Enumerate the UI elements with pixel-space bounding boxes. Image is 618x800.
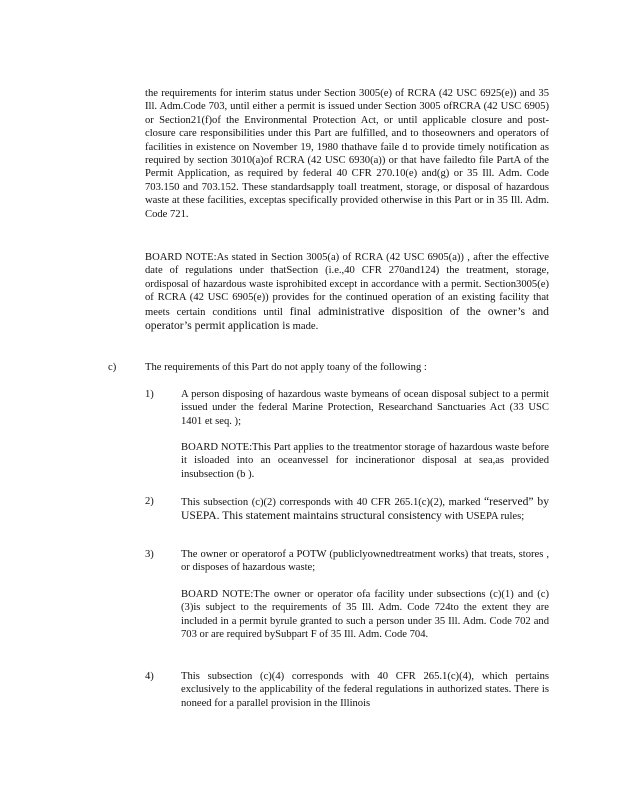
- item-2-line-c: with USEPA rules;: [444, 511, 525, 523]
- item-4-number: 4): [145, 671, 154, 682]
- item-1-number: 1): [145, 389, 154, 400]
- board-note-section-3005: [145, 251, 549, 333]
- subsection-c-label: c): [108, 362, 117, 373]
- item-2-line-b: “reserved” by USEPA. This statement maintains structural consistency: [181, 495, 549, 523]
- item-3-note-body: BOARD NOTE:The owner or operator ofa facility under subsections (c)(1) and (c)(3)is subject to the requirements of 35 Ill. Adm. Code 724to the extent they are included in a permit byrule granted to such a person under 35 Ill. Adm. Code 702 and 703 or are required bySubpart F of 35 Ill. Adm. Code 704.: [181, 589, 549, 641]
- paragraph-interim-status: [145, 87, 549, 221]
- item-3-number: 3): [145, 549, 154, 560]
- paragraph-text: the requirements for interim status under Section 3005(e) of RCRA (42 USC 6925(e)) and 35 Ill. Adm.Code 703, until either a permit is issued under Section 3005 ofRCRA (42 USC 6905) or Section21(f)of the Environmental Protection Act, or until applicable closure and post-closure care responsibilities under this Part are fulfilled, and to thoseowners and operators of facilities in existence on November 19, 1980 thathave faile d to provide timely notification as required by section 3010(a)of RCRA (42 USC 6930(a)) or that have failedto file PartA of the Permit Application, as required by federal 40 CFR 270.10(e) and(g) or 35 Ill. Adm. Code 703.150 and 703.152. These standardsapply toall treatment, storage, or disposal of hazardous waste at these facilities, exceptas specifically provided otherwise in this Part or in 35 Ill. Adm. Code 721.: [145, 88, 549, 220]
- subsection-c-body: The requirements of this Part do not apply toany of the following :: [145, 362, 427, 373]
- item-2-body: [181, 495, 549, 524]
- item-4-text: [181, 670, 549, 710]
- item-3-text: [181, 548, 549, 575]
- subsection-c-text: [145, 361, 549, 374]
- board-note-main: BOARD NOTE:As stated in Section 3005(a) of RCRA (42 USC 6905(a)) , after the effective date of regulations under thatSection (i.e.,40 CFR 270and124) the treatment, storage, ordisposal of hazardous waste isprohibited except in accordance with a permit. Section3005(e) of RCRA (42 USC 6905(e)) provides for the continued operation of an existing facility that meets certain conditions until: [145, 252, 549, 318]
- item-2-text: [181, 495, 549, 524]
- board-note-tail: final administrative disposition of the owner’s and operator’s permit application is: [145, 304, 549, 333]
- item-1-note-body: BOARD NOTE:This Part applies to the treatmentor storage of hazardous waste before it isloaded into an oceanvessel for incinerationor disposal at sea,as provided insubsection (b ).: [181, 442, 549, 480]
- item-3-board-note: [181, 588, 549, 642]
- item-2-line-a: This subsection (c)(2) corresponds with 40 CFR 265.1(c)(2), marked: [181, 497, 481, 508]
- board-note-text: [145, 251, 549, 333]
- item-1-body: A person disposing of hazardous waste bymeans of ocean disposal subject to a permit issued under the federal Marine Protection, Researchand Sanctuaries Act (33 USC 1401 et seq. );: [181, 389, 549, 427]
- item-4-body: This subsection (c)(4) corresponds with 40 CFR 265.1(c)(4), which pertains exclusively to the applicability of the federal regulations in authorized states. There is noneed for a parallel provision in the Illinois: [181, 671, 549, 709]
- item-1-text: [181, 388, 549, 428]
- item-3-body: The owner or operatorof a POTW (publiclyownedtreatment works) that treats, stores , or disposes of hazardous waste;: [181, 549, 549, 574]
- board-note-end: made.: [292, 321, 319, 333]
- item-2-number: 2): [145, 496, 154, 507]
- item-1-board-note: [181, 441, 549, 481]
